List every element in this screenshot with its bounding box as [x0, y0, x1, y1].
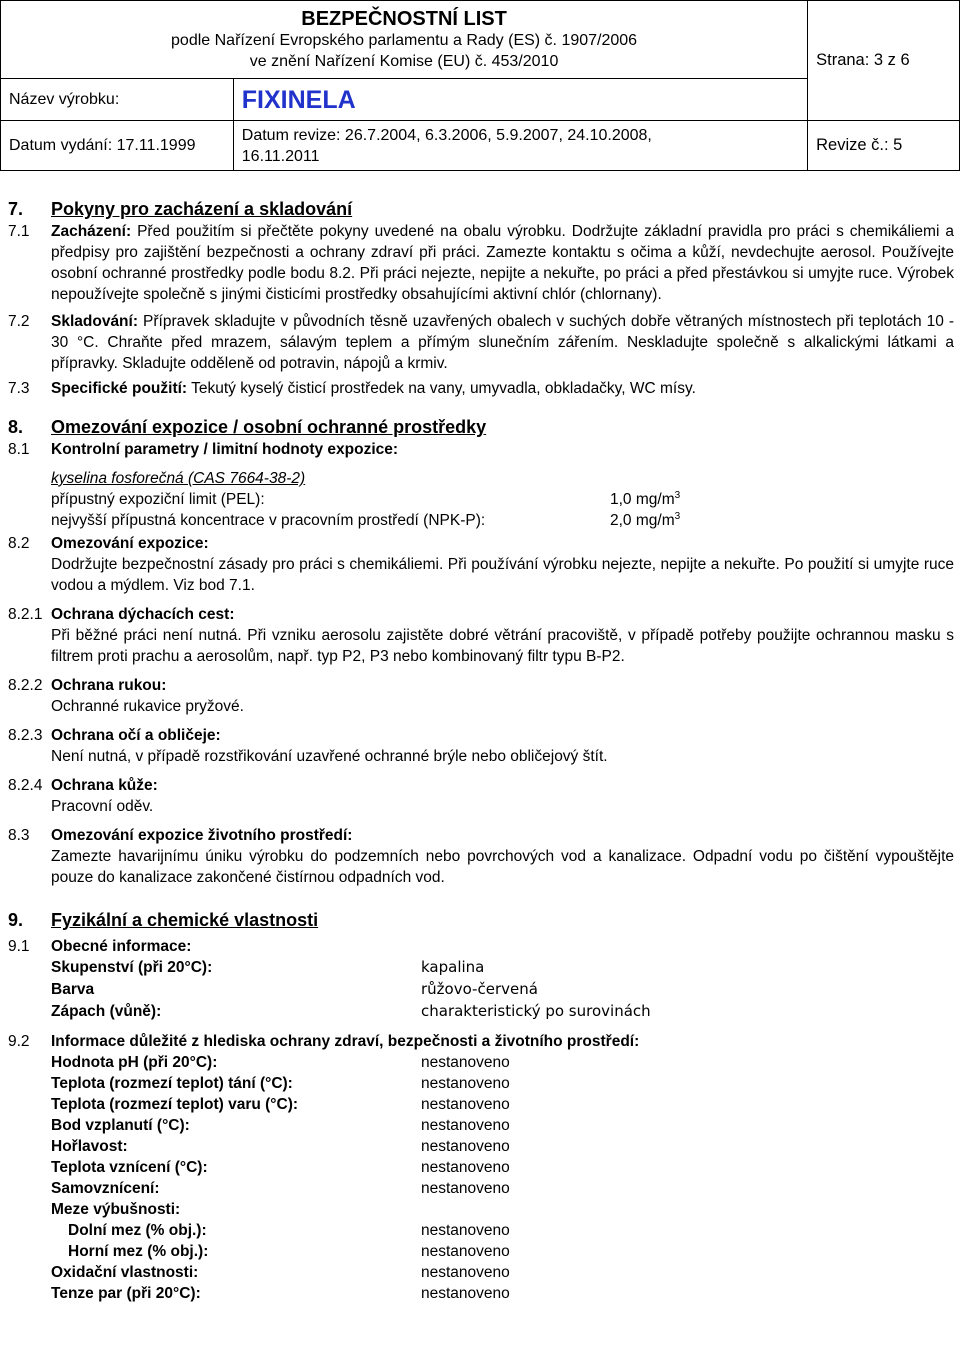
subsection-body: Zamezte havarijnímu úniku výrobku do podzemních nebo povrchových vod a kanalizace. Odpadní vodu po čištění vypouštějte pouze do kanalizace zakončené čistírnou odpadních vod.: [51, 848, 954, 886]
property-row: [51, 1262, 954, 1283]
subsection-label: Ochrana kůže:: [51, 777, 158, 794]
property-value: nestanoveno: [421, 1075, 510, 1092]
property-value: růžovo-červená: [421, 980, 538, 998]
pel-exponent: 3: [674, 489, 681, 501]
revision-dates-line-2: 16.11.2011: [241, 147, 320, 165]
subsection-number: 7.2: [8, 313, 30, 330]
property-row: [51, 1073, 954, 1094]
property-name: Oxidační vlastnosti:: [51, 1264, 199, 1281]
property-row: [51, 1157, 954, 1178]
subsection-body: Přípravek skladujte v původních těsně uzavřených obalech v suchých dobře větraných místnostech při teplotách 10 - 30 °C. Chraňte před mrazem, sálavým teplem a přímým slunečním zářením. Neskladujte společně s alkalickými látkami a přípravky. Skladujte odděleně od potravin, nápojů a krmiv.: [51, 313, 954, 372]
subsection-label: Kontrolní parametry / limitní hodnoty expozice:: [51, 441, 399, 458]
subsection-number: 8.2.4: [8, 777, 43, 794]
property-name: Horní mez (% obj.):: [68, 1243, 209, 1260]
header-title-cell: [1, 1, 808, 79]
section-number: 8.: [8, 417, 24, 437]
subsection-8-3: [8, 825, 954, 846]
subsection-7-3: [8, 378, 954, 399]
subsection-number: 8.1: [8, 441, 30, 458]
page-info: Strana: 3 z 6: [808, 1, 960, 121]
section-9-heading: [8, 908, 954, 932]
issue-date: Datum vydání: 17.11.1999: [1, 121, 234, 171]
revision-dates-cell: [233, 121, 807, 171]
property-value: nestanoveno: [421, 1285, 510, 1302]
npk-label: nejvyšší přípustná koncentrace v pracovním prostředí (NPK-P):: [51, 512, 486, 529]
property-row: [51, 1094, 954, 1115]
revision-dates-line-1: Datum revize: 26.7.2004, 6.3.2006, 5.9.2007, 24.10.2008,: [241, 126, 652, 144]
subsection-label: Specifické použití:: [51, 380, 188, 397]
property-value: nestanoveno: [421, 1180, 510, 1197]
section-title: Omezování expozice / osobní ochranné prostředky: [51, 417, 487, 437]
substance-name: kyselina fosforečná (CAS 7664-38-2): [51, 470, 306, 487]
property-name: Barva: [51, 981, 95, 998]
property-value: nestanoveno: [421, 1222, 510, 1239]
property-value: nestanoveno: [421, 1054, 510, 1071]
subsection-number: 8.2.2: [8, 677, 43, 694]
section-title: Fyzikální a chemické vlastnosti: [51, 910, 319, 930]
subsection-label: Omezování expozice:: [51, 535, 209, 552]
property-row: [51, 957, 954, 979]
revision-number: Revize č.: 5: [808, 121, 960, 171]
subsection-number: 9.1: [8, 938, 30, 955]
property-value: nestanoveno: [421, 1264, 510, 1281]
property-row: [51, 1115, 954, 1136]
regulation-line-1: podle Nařízení Evropského parlamentu a Rady (ES) č. 1907/2006: [171, 31, 638, 49]
pel-row: [51, 489, 954, 510]
subsection-label: Ochrana dýchacích cest:: [51, 606, 235, 623]
property-row: [51, 1052, 954, 1073]
product-label: Název výrobku:: [1, 79, 234, 121]
npk-value: 2,0 mg/m: [610, 512, 675, 529]
subsection-label: Informace důležité z hlediska ochrany zdraví, bezpečnosti a životního prostředí:: [51, 1033, 640, 1050]
subsection-label: Zacházení:: [51, 223, 132, 240]
pel-value: 1,0 mg/m: [610, 491, 675, 508]
property-value: nestanoveno: [421, 1117, 510, 1134]
subsection-body: Při běžné práci není nutná. Při vzniku aerosolu zajistěte dobré větrání pracoviště, v případě potřeby použijte ochrannou masku s filtrem proti prachu a aerosolům, např. typ P2, P3 nebo kombinovaný filtr typu B-P2.: [51, 627, 954, 665]
subsection-body: Pracovní oděv.: [51, 798, 154, 815]
regulation-line-2: ve znění Nařízení Komise (EU) č. 453/2010: [249, 52, 559, 70]
product-name-cell: [233, 79, 807, 121]
property-row: [51, 1199, 954, 1220]
property-value: nestanoveno: [421, 1159, 510, 1176]
property-value: nestanoveno: [421, 1138, 510, 1155]
subsection-8-1: [8, 439, 954, 460]
property-row: [51, 1136, 954, 1157]
section-7-heading: [8, 197, 954, 221]
section-number: 9.: [8, 910, 24, 930]
subsection-body: Ochranné rukavice pryžové.: [51, 698, 244, 715]
pel-value-wrap: [610, 489, 680, 510]
document-header: [0, 0, 960, 171]
subsection-8-2-3: [8, 725, 954, 746]
section-number: 7.: [8, 199, 24, 219]
npk-exponent: 3: [674, 510, 681, 522]
subsection-9-2: [8, 1031, 954, 1052]
subsection-8-2-4: [8, 775, 954, 796]
property-name: Teplota (rozmezí teplot) varu (°C):: [51, 1096, 299, 1113]
subsection-number: 7.1: [8, 223, 30, 240]
subsection-text: [51, 311, 954, 374]
property-row: [51, 1283, 954, 1304]
subsection-text: [51, 378, 954, 399]
subsection-text: [51, 221, 954, 305]
property-name: Dolní mez (% obj.):: [68, 1222, 207, 1239]
document-body: [8, 193, 954, 1304]
subsection-number: 8.3: [8, 827, 30, 844]
property-name: Zápach (vůně):: [51, 1003, 162, 1020]
section-title: Pokyny pro zacházení a skladování: [51, 199, 353, 219]
general-properties: [8, 957, 954, 1023]
subsection-body: Dodržujte bezpečnostní zásady pro práci s chemikáliemi. Při používání výrobku nejezte, nepijte a nekuřte. Po použití si umyjte ruce vodou a mýdlem. Viz bod 7.1.: [51, 556, 954, 594]
property-name: Skupenství (při 20°C):: [51, 959, 213, 976]
pel-label: přípustný expoziční limit (PEL):: [51, 491, 265, 508]
property-name: Bod vzplanutí (°C):: [51, 1117, 190, 1134]
subsection-7-2: [8, 311, 954, 374]
property-row: [51, 1241, 954, 1262]
exposure-limits: [8, 468, 954, 531]
property-value: kapalina: [421, 958, 485, 976]
property-row: [51, 1001, 954, 1023]
property-row: [51, 1178, 954, 1199]
subsection-8-2: [8, 533, 954, 554]
property-row: [51, 1220, 954, 1241]
subsection-number: 7.3: [8, 380, 30, 397]
subsection-body: Před použitím si přečtěte pokyny uvedené na obalu výrobku. Dodržujte základní pravidla pro práci s chemikáliemi a předpisy pro zajištění bezpečnosti a ochrany zdraví při práci. Zamezte kontaktu s očima a kůží, nevdechujte aerosol. Používejte osobní ochranné prostředky podle bodu 8.2. Při práci nejezte, nepijte a nekuřte, po práci a před přestávkou si umyjte ruce. Výrobek nepoužívejte společně s jinými čisticími prostředky obsahujícími aktivní chlór (chlornany).: [51, 223, 954, 303]
npk-value-wrap: [610, 510, 680, 531]
subsection-8-2-1: [8, 604, 954, 625]
property-row: [51, 979, 954, 1001]
property-name: Teplota (rozmezí teplot) tání (°C):: [51, 1075, 293, 1092]
subsection-body: Tekutý kyselý čisticí prostředek na vany, umyvadla, obkladačky, WC mísy.: [187, 380, 696, 397]
npk-row: [51, 510, 954, 531]
property-value: charakteristický po surovinách: [421, 1002, 651, 1020]
subsection-7-1: [8, 221, 954, 305]
spacer: [8, 888, 954, 904]
subsection-number: 8.2.1: [8, 606, 43, 623]
subsection-label: Ochrana rukou:: [51, 677, 167, 694]
property-name: Meze výbušnosti:: [51, 1201, 181, 1218]
subsection-label: Omezování expozice životního prostředí:: [51, 827, 353, 844]
subsection-number: 9.2: [8, 1033, 30, 1050]
property-name: Hořlavost:: [51, 1138, 128, 1155]
subsection-9-1: [8, 936, 954, 957]
product-name: FIXINELA: [241, 85, 356, 114]
subsection-number: 8.2.3: [8, 727, 43, 744]
property-name: Teplota vznícení (°C):: [51, 1159, 208, 1176]
subsection-number: 8.2: [8, 535, 30, 552]
safety-properties: [8, 1052, 954, 1304]
subsection-8-2-2: [8, 675, 954, 696]
subsection-label: Skladování:: [51, 313, 138, 330]
spacer: [8, 399, 954, 411]
subsection-label: Obecné informace:: [51, 938, 192, 955]
section-8-heading: [8, 415, 954, 439]
property-value: nestanoveno: [421, 1243, 510, 1260]
property-name: Hodnota pH (při 20°C):: [51, 1054, 218, 1071]
document-title: BEZPEČNOSTNÍ LIST: [301, 7, 507, 30]
subsection-body: Není nutná, v případě rozstřikování uzavřené ochranné brýle nebo obličejový štít.: [51, 748, 608, 765]
subsection-label: Ochrana očí a obličeje:: [51, 727, 221, 744]
property-name: Tenze par (při 20°C):: [51, 1285, 201, 1302]
property-value: nestanoveno: [421, 1096, 510, 1113]
property-name: Samovznícení:: [51, 1180, 160, 1197]
